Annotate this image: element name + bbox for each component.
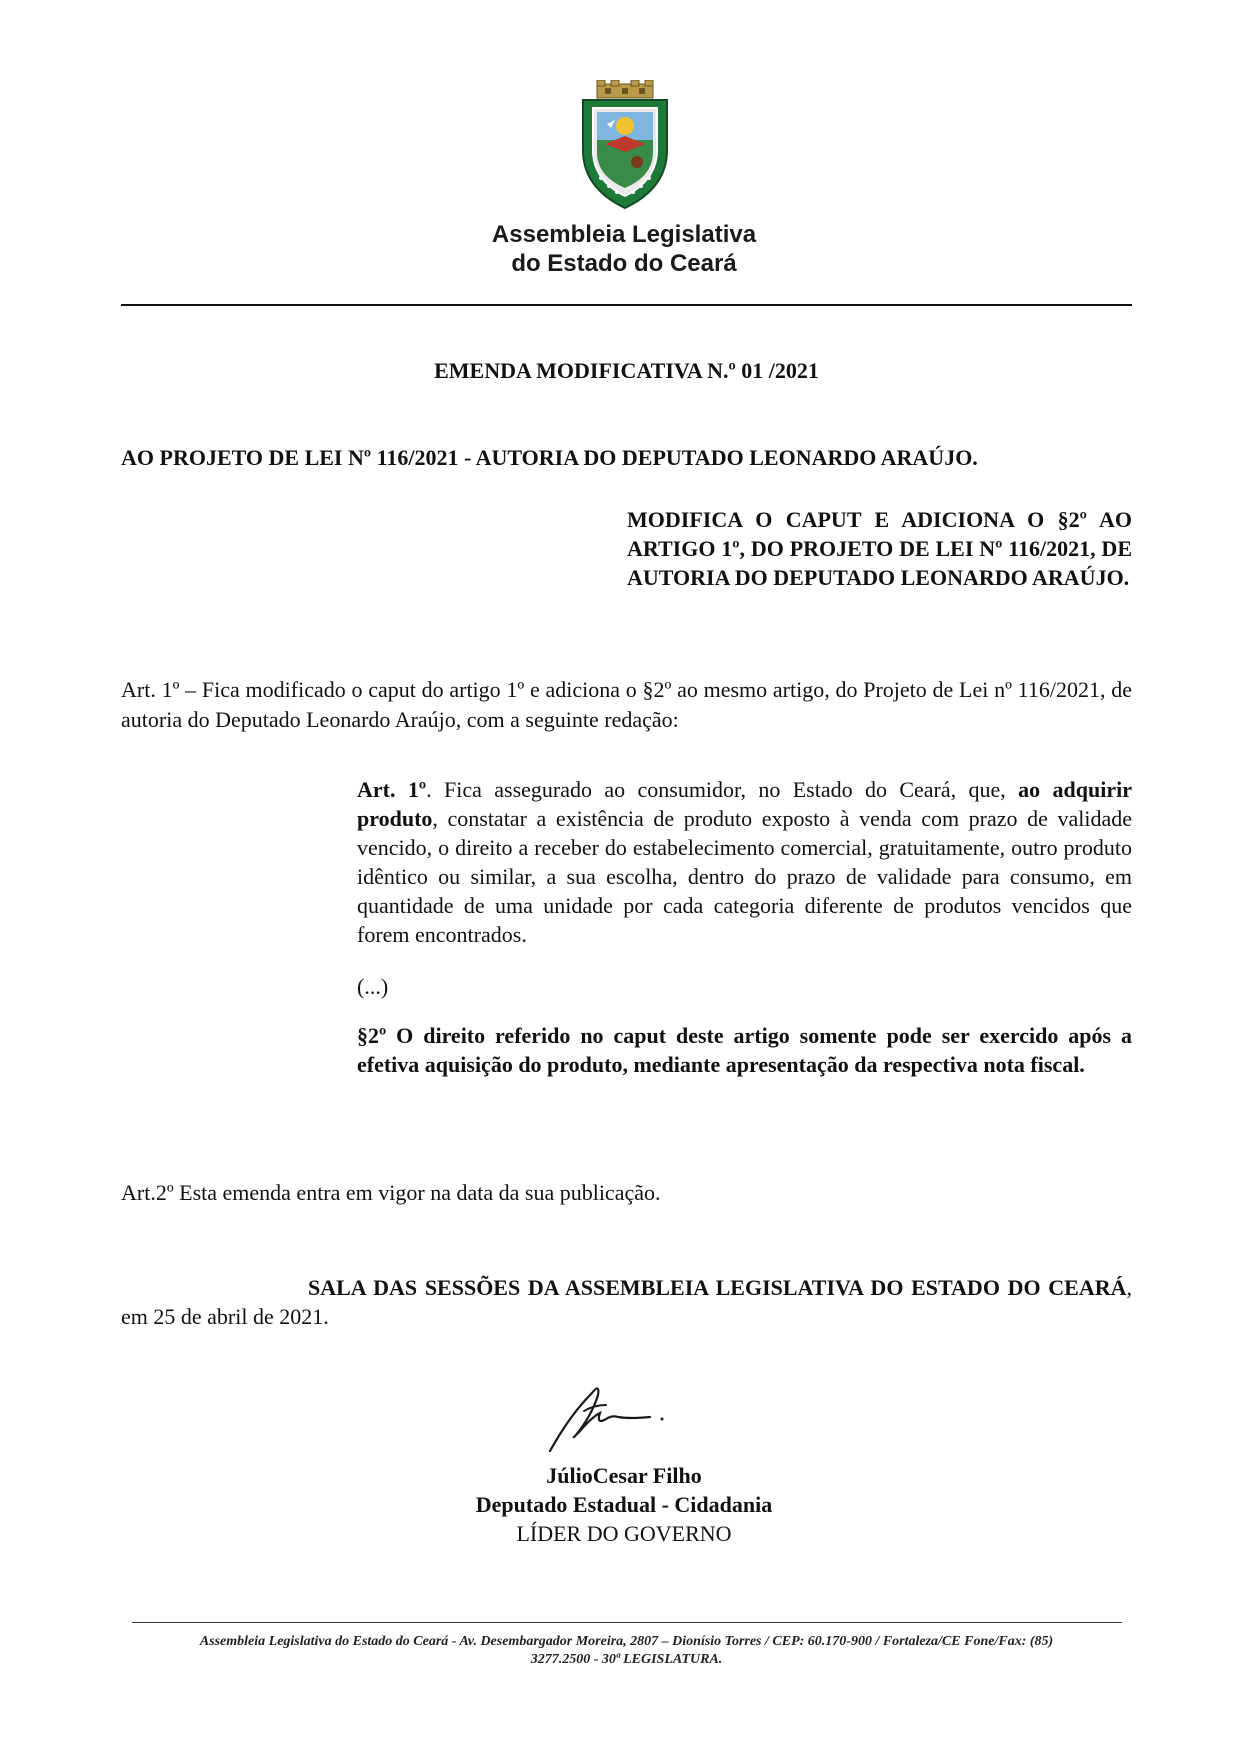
signature (540, 1375, 680, 1455)
signer-name: JúlioCesar Filho (546, 1463, 702, 1488)
article-1-intro: Art. 1º – Fica modificado o caput do artigo 1º e adiciona o §2º ao mesmo artigo, do Projeto de Lei nº 116/2021, de autoria do Deputado Leonardo Araújo, com a seguinte redação: (121, 677, 1132, 732)
signer-block (300, 1461, 948, 1548)
state-crest-icon (575, 80, 675, 210)
ementa: MODIFICA O CAPUT E ADICIONA O §2º AO ARTIGO 1º, DO PROJETO DE LEI Nº 116/2021, DE AUTORIA DO DEPUTADO LEONARDO ARAÚJO. (627, 507, 1132, 590)
state-crest (575, 80, 675, 210)
quoted-article-label: Art. 1º (357, 777, 427, 802)
session-room-line (121, 1273, 1132, 1331)
institution-name (300, 220, 948, 278)
quoted-bold-phrase: ao adquirir produto (357, 777, 1132, 831)
institution-line-1: Assembleia Legislativa (491, 221, 757, 248)
handwritten-signature-icon (540, 1375, 680, 1455)
footer-address (121, 1633, 1132, 1669)
quoted-text-part-2: , constatar a existência de produto exposto à venda com prazo de validade vencido, o direito a receber do estabelecimento comercial, gratuitamente, outro produto idêntico ou similar, a sua escolha, dentro do prazo de validade para consumo, em quantidade de uma unidade por cada categoria diferente de produtos vencidos que forem encontrados. (357, 806, 1132, 947)
signer-position: LÍDER DO GOVERNO (516, 1521, 732, 1546)
ellipsis: (...) (357, 974, 389, 999)
session-room-bold: SALA DAS SESSÕES DA ASSEMBLEIA LEGISLATIVA DO ESTADO DO CEARÁ (308, 1275, 1127, 1300)
signer-role: Deputado Estadual - Cidadania (475, 1492, 773, 1517)
article-2: Art.2º Esta emenda entra em vigor na data da sua publicação. (121, 1180, 661, 1205)
footer-line-1: Assembleia Legislativa do Estado do Ceará - Av. Desembargador Moreira, 2807 – Dionísio Torres / CEP: 60.170-900 / Fortaleza/CE Fone/Fax: (85) (199, 1634, 1054, 1649)
project-reference: AO PROJETO DE LEI Nº 116/2021 - AUTORIA DO DEPUTADO LEONARDO ARAÚJO. (121, 445, 978, 470)
paragraph-2: §2º O direito referido no caput deste artigo somente pode ser exercido após a efetiva aquisição do produto, mediante apresentação da respectiva nota fiscal. (357, 1023, 1132, 1077)
session-room-date: , em 25 de abril de 2021. (121, 1275, 1132, 1329)
quoted-article-1 (357, 775, 1132, 949)
institution-line-2: do Estado do Ceará (511, 250, 737, 277)
header-divider (121, 304, 1132, 306)
footer-line-2: 3277.2500 - 30ª LEGISLATURA. (530, 1652, 723, 1667)
document-title: EMENDA MODIFICATIVA N.º 01 /2021 (434, 358, 819, 383)
quoted-text-part-1: . Fica assegurado ao consumidor, no Estado do Ceará, que, (426, 777, 1019, 802)
footer-divider (132, 1622, 1122, 1623)
